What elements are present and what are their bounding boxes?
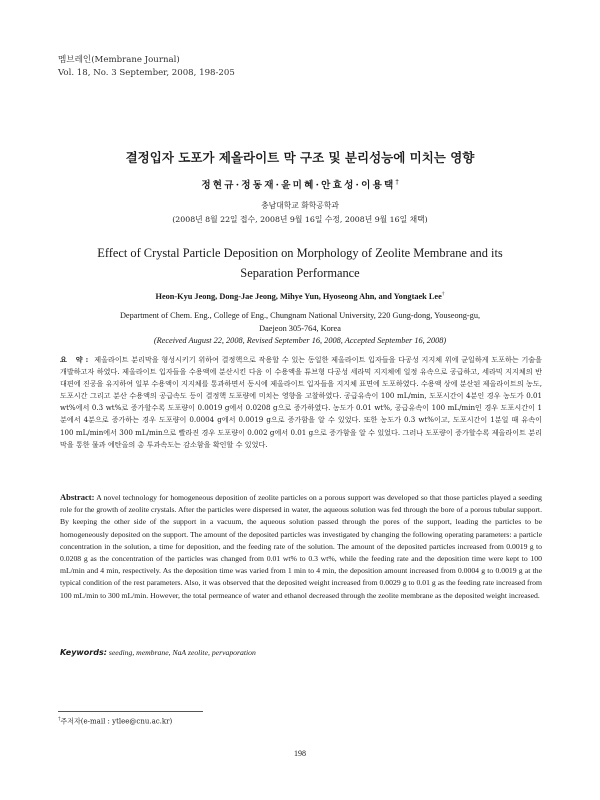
korean-authors <box>0 177 600 191</box>
english-dates: (Received August 22, 2008, Revised September 16, 2008, Accepted September 16, 2008) <box>153 336 447 345</box>
journal-name: 멤브레인(Membrane Journal) <box>58 55 180 65</box>
english-affiliation-line2: Daejeon 305-764, Korea <box>259 324 341 333</box>
korean-dates: (2008년 8월 22일 접수, 2008년 9월 16일 수정, 2008년 9월 16일 채택) <box>172 215 428 224</box>
keywords-text: seeding, membrane, NaA zeolite, pervaporation <box>108 648 256 657</box>
korean-corresponding-mark: † <box>395 178 399 186</box>
keywords <box>60 648 542 657</box>
english-authors-names: Heon-Kyu Jeong, Dong-Jae Jeong, Mihye Yun, Hyoseong Ahn, and Yongtaek Lee <box>155 291 442 301</box>
footnote-divider <box>58 711 203 712</box>
english-abstract <box>60 491 542 602</box>
korean-abstract-text: 제올라이트 분리막을 형성시키기 위하여 결정핵으로 작용할 수 있는 동일한 제올라이트 입자들을 다공성 지지체 위에 균일하게 도포하는 기술을 개발하고자 하였다. 제올라이트 입자들을 수용액에 분산시킨 다음 이 수용액을 튜브형 다공성 세라믹 지지체에 일정 유속으로 공급하고, 세라믹 지지체의 반대편에 진공을 유지하여 일부 수용액이 지지체를 통과하면서 동시에 제올라이트 입자들을 지지체 표면에 도포하였다. 수용액 상에 분산된 제올라이트의 농도, 도포시간 그리고 분산 수용액의 공급속도 등이 결정핵 도포량에 미치는 영향을 고찰하였다. 공급유속이 100 mL/min, 도포시간이 4분인 경우 농도가 0.01 wt%에서 0.3 wt%로 증가할수록 도포량이 0.0019 g에서 0.0208 g으로 증가하였다. 농도가 0.01 wt%, 공급유속이 100 mL/min인 경우 도포시간이 1분에서 4분으로 증가하는 경우 도포량이 0.0004 g에서 0.0019 g으로 증가함을 알 수 있었다. 또한 농도가 0.3 wt%이고, 도포시간이 1분일 때 유속이 100 mL/min에서 300 mL/min으로 빨라진 경우 도포량이 0.002 g에서 0.01 g으로 증가함을 알 수 있었다. 그러나 도포량이 증가할수록 제올라이트 분리막을 통한 물과 에탄올의 총 투과속도는 감소함을 확인할 수 있었다. <box>60 355 543 449</box>
korean-authors-names: 정현규·정동재·윤미혜·안효성·이용택 <box>201 180 396 191</box>
english-authors <box>0 291 600 301</box>
footnote <box>58 716 172 726</box>
english-title: Effect of Crystal Particle Deposition on Morphology of Zeolite Membrane and its Separation Performance <box>97 246 503 280</box>
keywords-lead: Keywords: <box>60 648 107 657</box>
english-abstract-lead: Abstract: <box>60 492 95 502</box>
journal-volume: Vol. 18, No. 3 September, 2008, 198-205 <box>58 68 235 78</box>
page-number: 198 <box>294 749 306 758</box>
english-affiliation <box>60 309 540 335</box>
korean-title: 결정입자 도포가 제올라이트 막 구조 및 분리성능에 미치는 영향 <box>125 150 475 165</box>
korean-abstract <box>60 354 542 451</box>
korean-abstract-lead: 요 약: <box>60 355 92 364</box>
english-affiliation-line1: Department of Chem. Eng., College of Eng., Chungnam National University, 220 Gung-dong, Youseong-gu, <box>119 311 481 320</box>
journal-header <box>58 54 235 80</box>
english-corresponding-mark: † <box>441 291 445 297</box>
korean-affiliation: 충남대학교 화학공학과 <box>261 201 339 210</box>
footnote-text: 주저자(e-mail : ytlee@cnu.ac.kr) <box>60 717 173 726</box>
footnote-mark: † <box>58 716 61 722</box>
english-abstract-text: A novel technology for homogeneous deposition of zeolite particles on a porous support was developed so that those particles played a seeding role for the growth of zeolite crystals. After the particles were dispersed in water, the aqueous solution was fed through the bore of a porous tubular support. By keeping the other side of the support in a vacuum, the aqueous solution passed through the pores of the support, leading the particles to be homogeneously deposited on the support. The amount of the deposited particles was investigated by changing the following operating parameters: a particle concentration in the solution, a time for deposition, and the feeding rate of the solution. The amount of the deposited particles increased from 0.0019 g to 0.0208 g as the concentration of the particles was changed from 0.01 wt% to 0.3 wt%, while the feeding rate and the deposition time were kept to 100 mL/min and 4 min, respectively. As the deposition time was varied from 1 min to 4 min, the deposition amount increased from 0.0004 g to 0.0019 g at the typical condition of the rest parameters. Also, it was observed that the deposited weight increased from 0.0029 g to 0.01 g as the feeding rate increased from 100 mL/min to 300 mL/min. However, the total permeance of water and ethanol decreased through the zeolite membrane as the deposited weight increased. <box>60 493 543 600</box>
